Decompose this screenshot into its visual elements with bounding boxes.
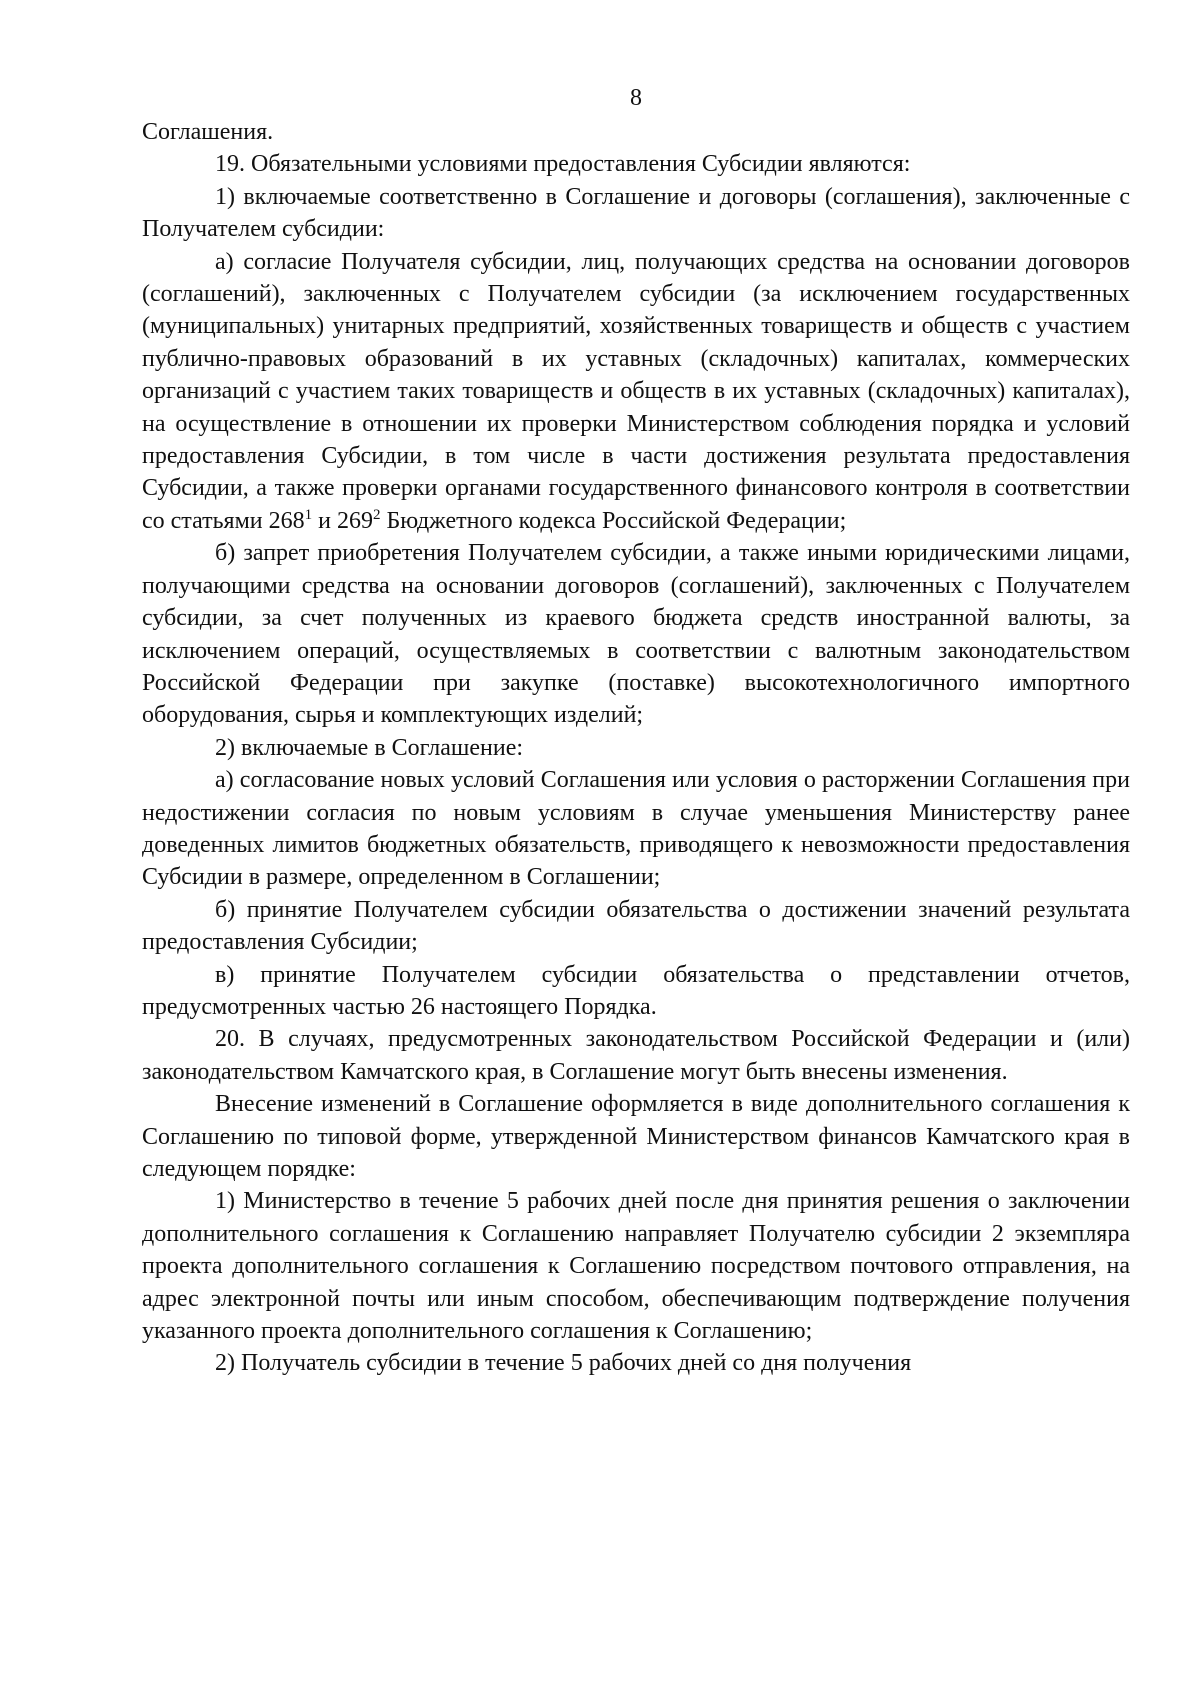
- paragraph-item-1a-text: а) согласие Получателя субсидии, лиц, получающих средства на основании договоров (соглашений), заключенных с Получателем субсидии (за исключением государственных (муниципальных) унитарных предприятий, хозяйственных товариществ и обществ с участием публично-правовых образований в их уставных (складочных) капиталах, коммерческих организаций с участием таких товариществ и обществ в их уставных (складочных) капиталах), на осуществление в отношении их проверки Министерством соблюдения порядка и условий предоставления Субсидии, в том числе в части достижения результата предоставления Субсидии, а также проверки органами государственного финансового контроля в соответствии со статьями 268: [142, 248, 1130, 534]
- paragraph-item-2v: в) принятие Получателем субсидии обязательства о представлении отчетов, предусмотренных частью 26 настоящего Порядка.: [142, 961, 1130, 1020]
- paragraph-clause-20: 20. В случаях, предусмотренных законодательством Российской Федерации и (или) законодательством Камчатского края, в Соглашение могут быть внесены изменения.: [142, 1026, 1130, 1085]
- page-number: 8: [630, 85, 642, 111]
- paragraph-item-1a-text-end: Бюджетного кодекса Российской Федерации;: [380, 507, 847, 534]
- paragraph-item-1b: б) запрет приобретения Получателем субсидии, а также иными юридическими лицами, получающими средства на основании договоров (соглашений), заключенных с Получателем субсидии, за счет полученных из краевого бюджета средств иностранной валюты, за исключением операций, осуществляемых в соответствии с валютным законодательством Российской Федерации при закупке (поставке) высокотехнологичного импортного оборудования, сырья и комплектующих изделий;: [142, 540, 1130, 729]
- paragraph-item-2a: а) согласование новых условий Соглашения или условия о расторжении Соглашения при недостижении согласия по новым условиям в случае уменьшения Министерству ранее доведенных лимитов бюджетных обязательств, приводящего к невозможности предоставления Субсидии в размере, определенном в Соглашении;: [142, 767, 1130, 891]
- paragraph-item-1a: [142, 246, 1130, 538]
- paragraph-item-1a-text-mid: и 269: [312, 507, 373, 534]
- paragraph-item-1: 1) включаемые соответственно в Соглашение и договоры (соглашения), заключенные с Получателем субсидии:: [142, 183, 1130, 243]
- paragraph-item-2: 2) включаемые в Соглашение:: [215, 734, 524, 761]
- paragraph-continuation: Соглашения.: [142, 119, 274, 145]
- paragraph-procedure-step-1: 1) Министерство в течение 5 рабочих дней после дня принятия решения о заключении дополнительного соглашения к Соглашению направляет Получателю субсидии 2 экземпляра проекта дополнительного соглашения к Соглашению посредством почтового отправления, на адрес электронной почты или иным способом, обеспечивающим подтверждение получения указанного проекта дополнительного соглашения к Соглашению;: [142, 1188, 1130, 1345]
- paragraph-procedure-step-2: 2) Получатель субсидии в течение 5 рабочих дней со дня получения: [215, 1350, 912, 1377]
- superscript-268: 1: [304, 506, 313, 523]
- superscript-269: 2: [372, 506, 381, 523]
- paragraph-amendment-procedure: Внесение изменений в Соглашение оформляется в виде дополнительного соглашения к Соглашению по типовой форме, утвержденной Министерством финансов Камчатского края в следующем порядке:: [142, 1091, 1130, 1182]
- paragraph-clause-19: 19. Обязательными условиями предоставления Субсидии являются:: [215, 151, 911, 178]
- paragraph-item-2b: б) принятие Получателем субсидии обязательства о достижении значений результата предоставления Субсидии;: [142, 896, 1130, 956]
